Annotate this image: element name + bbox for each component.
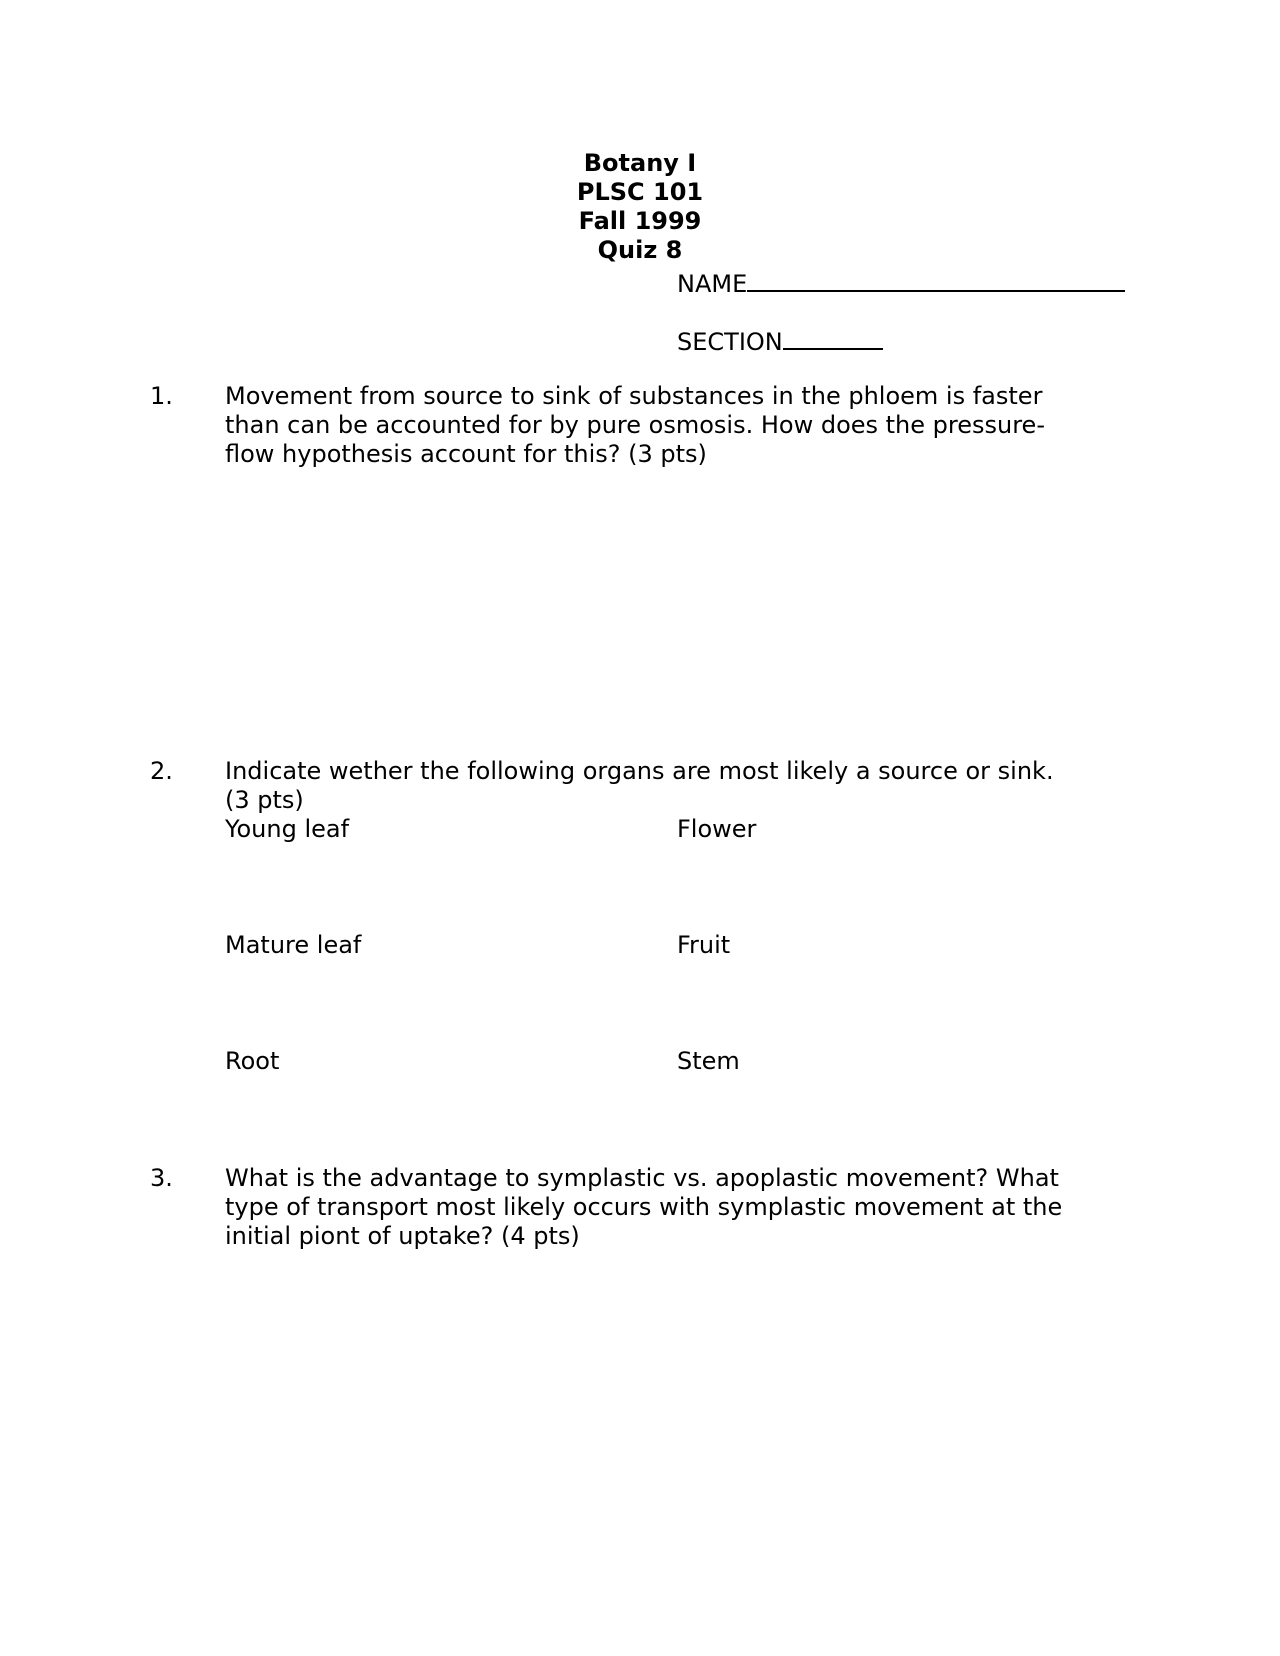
course-term: Fall 1999 xyxy=(578,207,702,235)
question-line: type of transport most likely occurs with symplastic movement at the xyxy=(225,1193,1063,1221)
name-blank[interactable] xyxy=(747,266,1125,292)
course-code: PLSC 101 xyxy=(576,178,704,206)
name-field xyxy=(677,266,1125,299)
quiz-title: Quiz 8 xyxy=(597,236,683,264)
course-title: Botany I xyxy=(583,149,697,177)
organ-flower: Flower xyxy=(677,815,757,843)
question-line: flow hypothesis account for this? (3 pts) xyxy=(225,440,707,468)
organ-stem: Stem xyxy=(677,1047,740,1075)
organ-young-leaf: Young leaf xyxy=(225,815,350,843)
question-line: Indicate wether the following organs are most likely a source or sink. xyxy=(225,757,1054,785)
question-3-number: 3. xyxy=(150,1164,173,1192)
organ-mature-leaf: Mature leaf xyxy=(225,931,362,959)
organ-root: Root xyxy=(225,1047,280,1075)
organ-fruit: Fruit xyxy=(677,931,731,959)
question-line: initial piont of uptake? (4 pts) xyxy=(225,1222,580,1250)
quiz-header xyxy=(0,149,1280,265)
question-3-text xyxy=(225,1164,1125,1251)
section-label: SECTION xyxy=(677,328,783,356)
question-1-number: 1. xyxy=(150,382,173,410)
question-line: than can be accounted for by pure osmosis. How does the pressure- xyxy=(225,411,1045,439)
question-line: Movement from source to sink of substances in the phloem is faster xyxy=(225,382,1043,410)
question-line: What is the advantage to symplastic vs. apoplastic movement? What xyxy=(225,1164,1059,1192)
name-label: NAME xyxy=(677,270,748,298)
question-line: (3 pts) xyxy=(225,786,304,814)
section-field xyxy=(677,324,883,357)
section-blank[interactable] xyxy=(783,324,883,350)
question-2-number: 2. xyxy=(150,757,173,785)
question-2-text xyxy=(225,757,1125,815)
question-1-text xyxy=(225,382,1125,469)
